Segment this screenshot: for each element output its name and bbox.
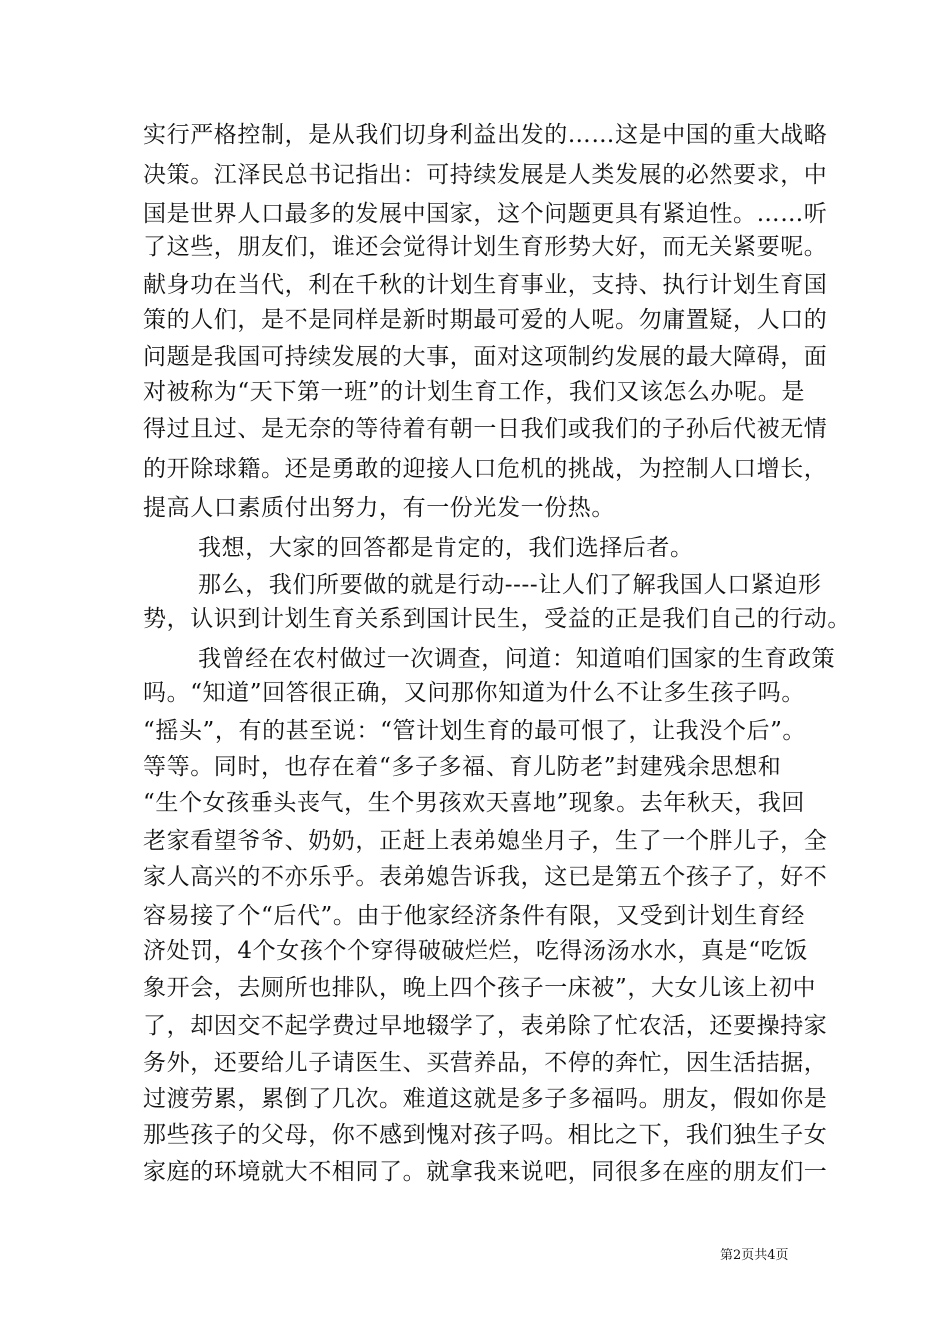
paragraph-line: 势，认识到计划生育关系到国计民生，受益的正是我们自己的行动。	[143, 606, 851, 632]
paragraph-line: 问题是我国可持续发展的大事，面对这项制约发展的最大障碍，面	[143, 344, 828, 370]
paragraph-line: 务外，还要给儿子请医生、买营养品，不停的奔忙，因生活拮据，	[143, 1050, 828, 1076]
page-number: 第2页共4页	[720, 1248, 789, 1263]
paragraph-line: 等等。同时，也存在着“多子多福、育儿防老”封建残余思想和	[143, 754, 782, 780]
paragraph-line: “生个女孩垂头丧气，生个男孩欢天喜地”现象。去年秋天，我回	[143, 790, 805, 816]
paragraph-line: 了这些，朋友们，谁还会觉得计划生育形势大好，而无关紧要呢。	[143, 234, 828, 260]
paragraph-line: 策的人们，是不是同样是新时期最可爱的人呢。勿庸置疑，人口的	[143, 307, 828, 333]
paragraph-line: 决策。江泽民总书记指出：可持续发展是人类发展的必然要求，中	[143, 162, 828, 188]
paragraph-line: 我想，大家的回答都是肯定的，我们选择后者。	[198, 535, 694, 561]
paragraph-line: 对被称为“天下第一班”的计划生育工作，我们又该怎么办呢。是	[143, 379, 805, 405]
paragraph-line: 象开会，去厕所也排队，晚上四个孩子一床被”，大女儿该上初中	[143, 975, 817, 1001]
paragraph-line: 实行严格控制，是从我们切身利益出发的……这是中国的重大战略	[143, 122, 828, 148]
paragraph-line: 容易接了个“后代”。由于他家经济条件有限，又受到计划生育经	[143, 903, 805, 929]
paragraph-line: 提高人口素质付出努力，有一份光发一份热。	[143, 495, 615, 521]
paragraph-line: 那些孩子的父母，你不感到愧对孩子吗。相比之下，我们独生子女	[143, 1122, 828, 1148]
paragraph-line: 得过且过、是无奈的等待着有朝一日我们或我们的子孙后代被无情	[143, 416, 828, 442]
paragraph-line: 老家看望爷爷、奶奶，正赶上表弟媳坐月子，生了一个胖儿子，全	[143, 828, 828, 854]
paragraph-line: 献身功在当代，利在千秋的计划生育事业，支持、执行计划生育国	[143, 272, 828, 298]
paragraph-line: 家人高兴的不亦乐乎。表弟媳告诉我，这已是第五个孩子了，好不	[143, 864, 828, 890]
paragraph-line: 济处罚，4个女孩个个穿得破破烂烂，吃得汤汤水水，真是“吃饭	[143, 938, 808, 964]
paragraph-line: 的开除球籍。还是勇敢的迎接人口危机的挑战，为控制人口增长，	[143, 456, 828, 482]
paragraph-line: 那么，我们所要做的就是行动----让人们了解我国人口紧迫形	[198, 572, 822, 598]
paragraph-line: 我曾经在农村做过一次调查，问道：知道咱们国家的生育政策	[198, 646, 836, 672]
paragraph-line: 国是世界人口最多的发展中国家，这个问题更具有紧迫性。……听	[143, 201, 828, 227]
paragraph-line: 吗。“知道”回答很正确，又问那你知道为什么不让多生孩子吗。	[143, 680, 805, 706]
paragraph-line: 家庭的环境就大不相同了。就拿我来说吧，同很多在座的朋友们一	[143, 1159, 828, 1185]
paragraph-line: “摇头”，有的甚至说：“管计划生育的最可恨了，让我没个后”。	[143, 718, 807, 744]
paragraph-line: 过渡劳累，累倒了几次。难道这就是多子多福吗。朋友，假如你是	[143, 1086, 828, 1112]
paragraph-line: 了，却因交不起学费过早地辍学了，表弟除了忙农活，还要操持家	[143, 1013, 828, 1039]
